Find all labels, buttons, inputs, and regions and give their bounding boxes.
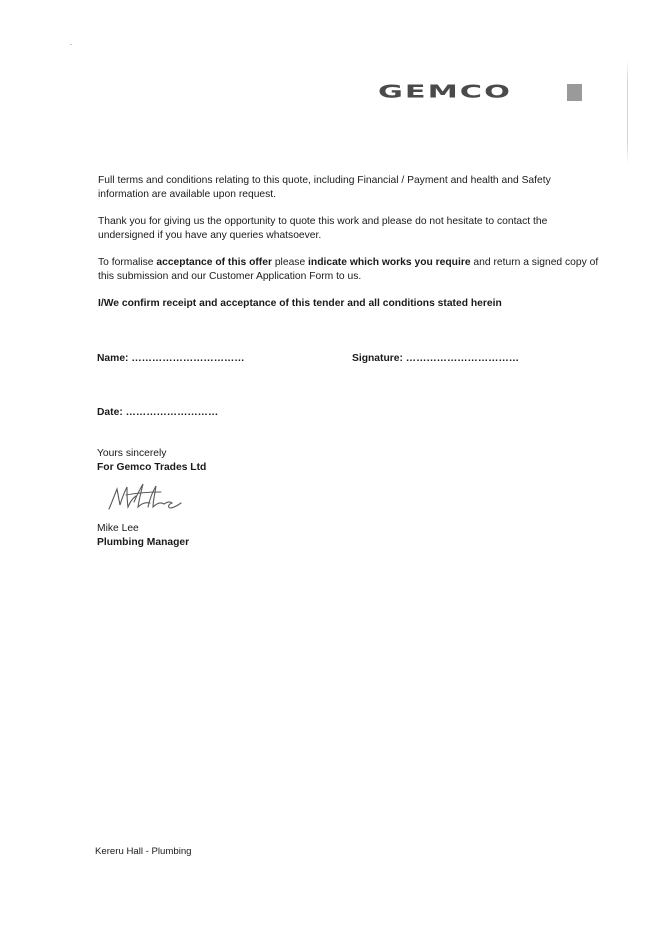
acceptance-text-bold2: indicate which works you require (308, 257, 471, 268)
thanks-paragraph-line2: undersigned if you have any queries whatsoever. (98, 230, 322, 241)
logo-wordmark: GEMCO (378, 81, 512, 103)
signatory-name: Mike Lee (97, 523, 139, 534)
acceptance-text-part1: To formalise (98, 257, 157, 268)
scan-artifact-dot (70, 44, 72, 45)
signatory-title: Plumbing Manager (97, 537, 190, 548)
scan-artifact-edge (627, 60, 628, 164)
salutation: Yours sincerely (97, 448, 167, 459)
terms-paragraph-line1: Full terms and conditions relating to this quote, including Financial / Payment and health and Safety (98, 175, 551, 186)
date-field[interactable]: Date: ……………………… (97, 407, 219, 418)
acceptance-text-part3: and return a signed copy of (470, 257, 599, 268)
acceptance-paragraph-line2: this submission and our Customer Application Form to us. (98, 271, 362, 282)
name-field[interactable]: Name: …………………………… (97, 353, 245, 364)
page-footer: Kereru Hall - Plumbing (95, 846, 192, 857)
acceptance-text-part2: please (271, 257, 309, 268)
acceptance-text-bold1: acceptance of this offer (156, 257, 272, 268)
handwritten-signature (106, 480, 184, 514)
logo-square (567, 84, 582, 101)
acceptance-paragraph-line1 (98, 256, 598, 270)
company-signoff: For Gemco Trades Ltd (97, 462, 207, 473)
signature-field[interactable]: Signature: …………………………… (352, 353, 520, 364)
gemco-logo (378, 81, 582, 103)
thanks-paragraph-line1: Thank you for giving us the opportunity to quote this work and please do not hesitate to contact the (98, 216, 548, 227)
confirmation-statement: I/We confirm receipt and acceptance of this tender and all conditions stated herein (98, 298, 502, 309)
terms-paragraph-line2: information are available upon request. (98, 189, 277, 200)
